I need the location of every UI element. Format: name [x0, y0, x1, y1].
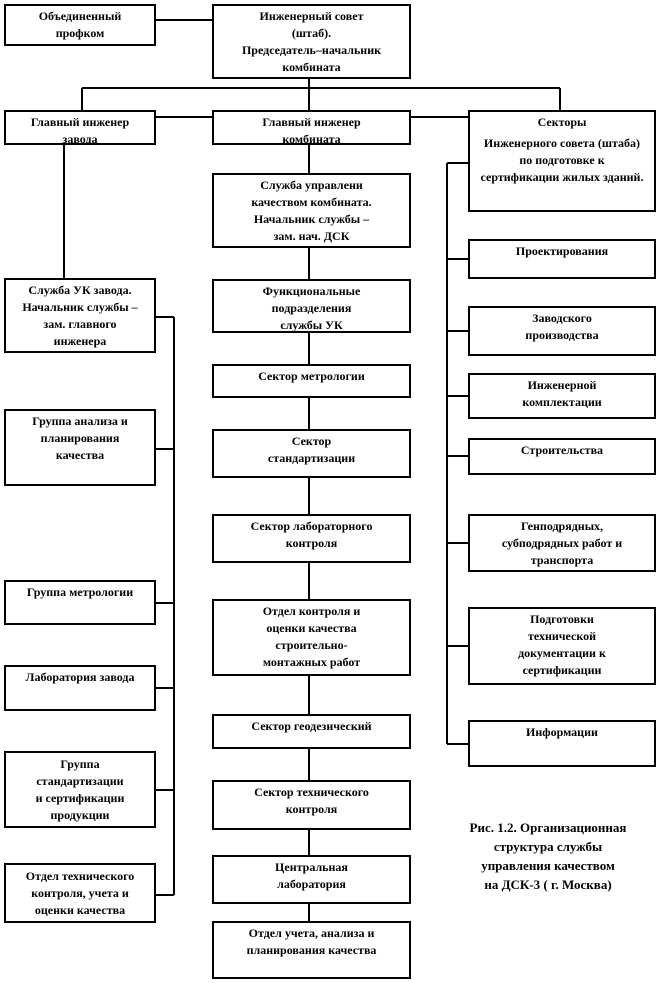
node-label: Секторы [537, 115, 587, 129]
node-engineering-council [212, 4, 411, 79]
node-label: Сектор метрологии [258, 369, 365, 383]
node-label: Главный инженер комбината [262, 115, 361, 146]
node-label: Главный инженер завода [30, 115, 130, 146]
node-label: Сектор технического контроля [254, 785, 369, 816]
node-label: Группа метрологии [26, 585, 134, 599]
node-label: Группа анализа и планирования качества [32, 414, 128, 462]
figure-caption: Рис. 1.2. Организационная структура службы управления качеством на ДСК-3 ( г. Москва) [469, 820, 627, 892]
node-tech-control-sector [212, 780, 411, 830]
node-union [4, 4, 156, 46]
node-label: Отдел учета, анализа и планирования качества [246, 926, 377, 957]
node-label: Центральная лаборатория [275, 860, 348, 891]
node-std-cert-group [4, 751, 156, 828]
node-label: Подготовки технической документации к сертификации [518, 612, 606, 677]
node-sector-design [468, 239, 656, 279]
node-label: Сектор лабораторного контроля [250, 519, 373, 550]
node-sector-information [468, 720, 656, 767]
node-label: Инженерной комплектации [522, 378, 602, 409]
node-label: Проектирования [515, 244, 609, 258]
node-sector-docs [468, 607, 656, 685]
node-label: Сектор геодезический [251, 719, 372, 733]
node-label: Строительства [520, 443, 604, 457]
node-label: Информации [526, 725, 598, 739]
node-label: Сектор стандартизации [267, 434, 356, 465]
node-sector-contracting [468, 514, 656, 572]
node-construction-quality-dept [212, 599, 411, 676]
node-label: Группа стандартизации и сертификации продукции [35, 756, 125, 822]
node-label: Служба УК завода. Начальник службы – зам. главного инженера [22, 283, 138, 348]
node-sublabel: Инженерного совета (штаба) по подготовке к сертификации жилых зданий. [480, 136, 644, 184]
node-analysis-group [4, 409, 156, 486]
node-functional-units [212, 279, 411, 333]
node-label: Объединенный профком [38, 9, 122, 40]
node-label: Инженерный совет (штаб). Председатель–начальник комбината [241, 9, 382, 74]
node-lab-control-sector [212, 514, 411, 563]
node-plant-lab [4, 665, 156, 711]
node-qm-service [212, 173, 411, 248]
node-standardization-sector [212, 429, 411, 478]
node-geodetic-sector [212, 714, 411, 749]
node-label: Отдел контроля и оценки качества строительно- монтажных работ [262, 604, 361, 669]
node-label: Заводского производства [525, 311, 599, 342]
node-label: Отдел технического контроля, учета и оценки качества [25, 868, 135, 917]
node-central-lab [212, 855, 411, 904]
node-sector-plant-production [468, 306, 656, 356]
node-label: Генподрядных, субподрядных работ и транспорта [501, 519, 623, 567]
node-plant-chief-engineer [4, 110, 156, 145]
node-metrology-group [4, 580, 156, 625]
node-metrology-sector [212, 364, 411, 398]
node-accounting-dept [212, 921, 411, 979]
node-label: Функциональные подразделения службы УК [262, 284, 361, 332]
node-sector-engineering [468, 373, 656, 419]
node-sectors [468, 110, 656, 212]
node-sector-construction [468, 438, 656, 475]
node-label: Служба управлени качеством комбината. Начальник службы – зам. нач. ДСК [251, 178, 372, 243]
node-otk [4, 863, 156, 923]
node-combine-chief-engineer [212, 110, 411, 145]
node-plant-qm-service [4, 278, 156, 353]
node-label: Лаборатория завода [25, 670, 135, 684]
